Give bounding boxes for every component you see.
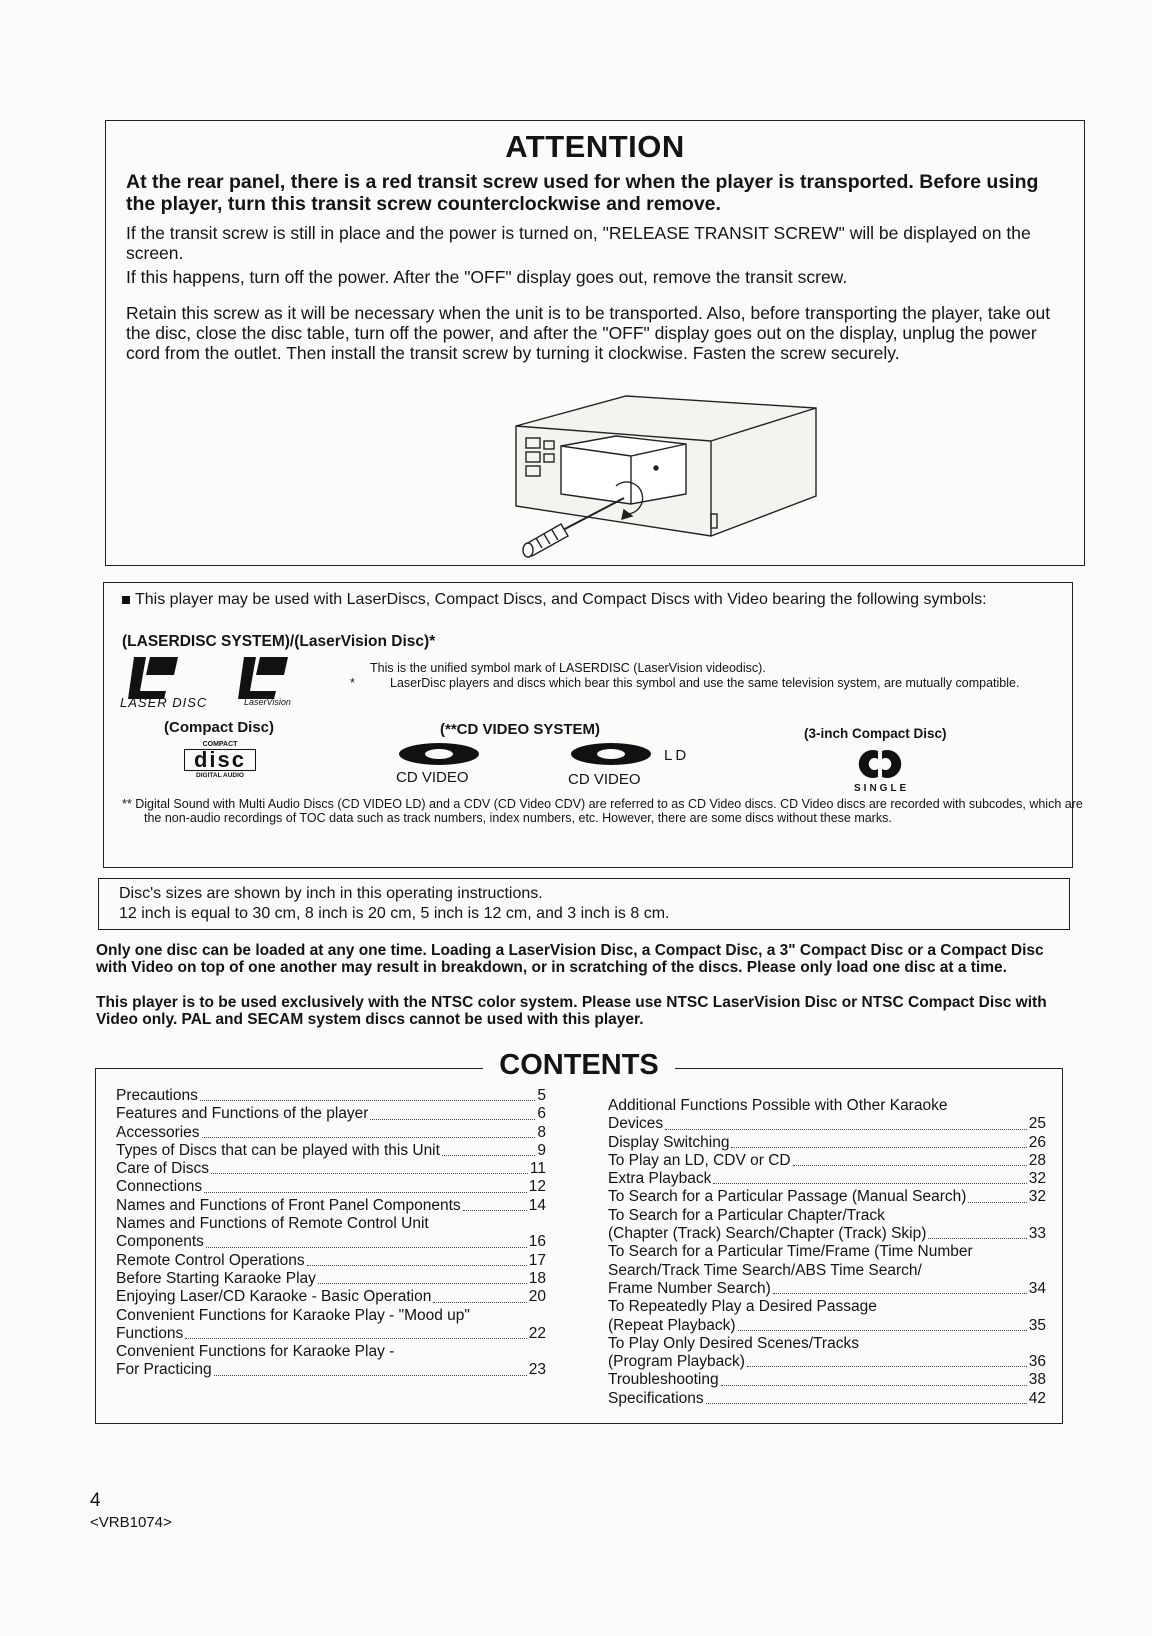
toc-leader-dots: [307, 1265, 527, 1266]
toc-entry[interactable]: [116, 1178, 546, 1196]
contents-title: CONTENTS: [483, 1049, 675, 1081]
page-number: 4: [90, 1490, 101, 1511]
bullet-square-icon: [122, 596, 130, 604]
attention-bold-text: At the rear panel, there is a red transit screw used for when the player is transported. Before using the player, turn this transit screw counterclockwise and remove.: [126, 171, 1039, 215]
toc-entry-page: 26: [1028, 1133, 1046, 1151]
toc-entry-page: 18: [528, 1269, 546, 1287]
laserdisc-heading: (LASERDISC SYSTEM)/(LaserVision Disc)*: [122, 633, 436, 650]
laserdisc-logo-text: LASER DISC: [120, 695, 208, 710]
toc-entry-label: (Repeat Playback): [608, 1316, 736, 1334]
toc-leader-dots: [214, 1375, 527, 1376]
toc-leader-dots: [211, 1173, 528, 1174]
toc-entry-prefix: To Play Only Desired Scenes/Tracks: [608, 1334, 859, 1352]
contents-left-column: [116, 1087, 546, 1380]
cd-video-logo-icon: [394, 741, 484, 767]
toc-entry[interactable]: [608, 1371, 1046, 1389]
toc-entry-page: 33: [1028, 1225, 1046, 1243]
disc-sizes-line-1: Disc's sizes are shown by inch in this operating instructions.: [119, 885, 543, 902]
toc-leader-dots: [206, 1247, 527, 1248]
toc-entry-page: 6: [537, 1105, 546, 1123]
one-disc-warning: Only one disc can be loaded at any one time. Loading a LaserVision Disc, a Compact Disc, a 3" Compact Disc or a Compact Disc with Video on top of one another may result in breakdown, or in scratching of the discs. Please only load one disc at a time.: [96, 942, 1044, 976]
toc-entry-label: Features and Functions of the player: [116, 1105, 369, 1123]
toc-entry-label: Troubleshooting: [608, 1371, 719, 1389]
toc-entry-label: Frame Number Search): [608, 1279, 771, 1297]
toc-entry-label: To Search for a Particular Passage (Manual Search): [608, 1188, 967, 1206]
attention-para-3: Retain this screw as it will be necessary when the unit is to be transported. Also, before transporting the player, take out the disc, close the disc table, turn off the power, and after the "OFF" display goes out on the display, unplug the power cord from the outlet. Then install the transit screw by turning it clockwise. Fasten the screw securely.: [126, 303, 1051, 363]
disc-intro: This player may be used with LaserDiscs, Compact Discs, and Compact Discs with Video bearing the following symbols:: [122, 591, 1062, 609]
toc-entry-page: 36: [1028, 1353, 1046, 1371]
toc-entry-label: Extra Playback: [608, 1170, 712, 1188]
toc-leader-dots: [202, 1137, 536, 1138]
toc-entry-label: (Chapter (Track) Search/Chapter (Track) Skip): [608, 1225, 927, 1243]
toc-entry[interactable]: [116, 1233, 546, 1251]
toc-entry[interactable]: [116, 1325, 546, 1343]
unified-symbol-note: This is the unified symbol mark of LASERDISC (LaserVision videodisc).: [370, 661, 766, 675]
cd-video-ld-suffix: LD: [664, 747, 690, 764]
three-inch-heading: (3-inch Compact Disc): [804, 726, 947, 741]
toc-entry[interactable]: [608, 1115, 1046, 1133]
toc-entry-label: Accessories: [116, 1123, 200, 1141]
toc-leader-dots: [773, 1293, 1027, 1294]
toc-entry[interactable]: [116, 1105, 546, 1123]
toc-entry-page: 32: [1028, 1170, 1046, 1188]
disc-types-box: [103, 582, 1083, 868]
toc-entry-page: 12: [528, 1178, 546, 1196]
toc-entry-label: Types of Discs that can be played with this Unit: [116, 1141, 440, 1159]
toc-entry-page: 28: [1028, 1151, 1046, 1169]
cd-video-footnote: ** Digital Sound with Multi Audio Discs (CD VIDEO LD) and a CDV (CD Video CDV) are referred to as CD Video discs. CD Video discs are recorded with subcodes, which are the non-audio recordings of TOC data such as track numbers, index numbers, etc. However, there are some discs without these marks.: [122, 797, 1083, 825]
toc-entry-page: 8: [537, 1123, 546, 1141]
toc-entry-prefix: To Repeatedly Play a Desired Passage: [608, 1298, 877, 1316]
toc-leader-dots: [665, 1129, 1027, 1130]
document-code: <VRB1074>: [90, 1514, 172, 1531]
toc-leader-dots: [442, 1155, 535, 1156]
ntsc-warning: This player is to be used exclusively with the NTSC color system. Please use NTSC LaserVision Disc or NTSC Compact Disc with Video only. PAL and SECAM system discs cannot be used with this player.: [96, 994, 1047, 1028]
toc-entry[interactable]: [116, 1087, 546, 1105]
contents-box: [95, 1049, 1063, 1424]
toc-entry-label: (Program Playback): [608, 1353, 745, 1371]
toc-entry[interactable]: [116, 1197, 546, 1215]
toc-entry-page: 17: [528, 1251, 546, 1269]
toc-leader-dots: [968, 1202, 1026, 1203]
toc-entry-page: 20: [528, 1288, 546, 1306]
toc-entry[interactable]: [608, 1390, 1046, 1408]
toc-leader-dots: [706, 1403, 1027, 1404]
toc-entry-page: 9: [537, 1141, 546, 1159]
contents-right-column: [608, 1097, 1046, 1408]
toc-entry-page: 22: [528, 1324, 546, 1342]
compact-disc-heading: (Compact Disc): [164, 719, 275, 736]
toc-leader-dots: [713, 1183, 1026, 1184]
toc-entry-label: Before Starting Karaoke Play: [116, 1269, 316, 1287]
toc-entry-prefix: To Search for a Particular Chapter/Track: [608, 1206, 885, 1224]
attention-para-2: If this happens, turn off the power. After the "OFF" display goes out, remove the transit screw.: [126, 267, 848, 287]
toc-entry-prefix: To Search for a Particular Time/Frame (Time Number Search/Track Time Search/ABS Time Search/: [608, 1243, 973, 1279]
toc-leader-dots: [721, 1385, 1027, 1386]
toc-entry-page: 25: [1028, 1115, 1046, 1133]
toc-entry-prefix: Names and Functions of Remote Control Unit: [116, 1215, 429, 1233]
toc-leader-dots: [928, 1238, 1026, 1239]
toc-entry-page: 23: [528, 1361, 546, 1379]
toc-entry-label: Enjoying Laser/CD Karaoke - Basic Operation: [116, 1288, 432, 1306]
toc-leader-dots: [738, 1330, 1027, 1331]
toc-entry[interactable]: [608, 1134, 1046, 1152]
compact-disc-logo-icon: COMPACT disc DIGITAL AUDIO: [184, 741, 256, 780]
cd-video-label-2: CD VIDEO: [568, 771, 641, 788]
toc-leader-dots: [370, 1119, 535, 1120]
toc-leader-dots: [318, 1283, 527, 1284]
toc-entry[interactable]: [116, 1142, 546, 1160]
toc-entry[interactable]: [608, 1280, 1046, 1298]
toc-entry-label: Devices: [608, 1115, 664, 1133]
toc-entry[interactable]: [608, 1152, 1046, 1170]
attention-box: [105, 120, 1085, 566]
toc-entry-page: 42: [1028, 1389, 1046, 1407]
toc-entry-label: Precautions: [116, 1087, 198, 1104]
toc-leader-dots: [731, 1147, 1026, 1148]
cd-video-label: CD VIDEO: [396, 769, 469, 786]
toc-entry-page: 14: [528, 1196, 546, 1214]
toc-entry-label: To Play an LD, CDV or CD: [608, 1151, 791, 1169]
toc-entry-page: 38: [1028, 1371, 1046, 1389]
toc-entry[interactable]: [608, 1317, 1046, 1335]
toc-entry-label: Connections: [116, 1178, 203, 1196]
disc-sizes-line-2: 12 inch is equal to 30 cm, 8 inch is 20 cm, 5 inch is 12 cm, and 3 inch is 8 cm.: [119, 905, 670, 922]
cd-video-ld-logo-icon: [566, 741, 656, 767]
toc-entry-page: 16: [528, 1233, 546, 1251]
cd-video-heading: (**CD VIDEO SYSTEM): [440, 721, 601, 738]
attention-title: ATTENTION: [505, 129, 685, 164]
toc-leader-dots: [793, 1165, 1027, 1166]
toc-entry-prefix: Convenient Functions for Karaoke Play - "Mood up": [116, 1306, 470, 1324]
toc-entry-label: Components: [116, 1233, 204, 1251]
cd-single-logo-icon: [848, 747, 912, 781]
toc-entry[interactable]: [116, 1160, 546, 1178]
toc-entry-label: Names and Functions of Front Panel Components: [116, 1196, 461, 1214]
toc-entry-page: 32: [1028, 1188, 1046, 1206]
toc-entry-label: Specifications: [608, 1389, 704, 1407]
toc-entry-page: 35: [1028, 1316, 1046, 1334]
transit-screw-illustration: [506, 386, 836, 561]
toc-entry[interactable]: [608, 1225, 1046, 1243]
toc-entry-page: 34: [1028, 1279, 1046, 1297]
toc-entry-label: Care of Discs: [116, 1160, 210, 1178]
compatibility-note: * LaserDisc players and discs which bear this symbol and use the same television system, are mutually compatible.: [350, 676, 1020, 690]
toc-entry-prefix: Convenient Functions for Karaoke Play -: [116, 1343, 395, 1361]
disc-sizes-box: [98, 878, 1070, 930]
toc-leader-dots: [433, 1302, 526, 1303]
toc-entry-label: Remote Control Operations: [116, 1251, 305, 1269]
toc-entry[interactable]: [116, 1288, 546, 1306]
toc-leader-dots: [463, 1210, 527, 1211]
toc-entry[interactable]: [608, 1188, 1046, 1206]
toc-entry-label: For Practicing: [116, 1361, 212, 1379]
toc-entry[interactable]: [116, 1361, 546, 1379]
toc-entry-label: Functions: [116, 1324, 184, 1342]
toc-entry[interactable]: [116, 1252, 546, 1270]
toc-entry-prefix: Additional Functions Possible with Other Karaoke: [608, 1097, 948, 1114]
toc-leader-dots: [204, 1192, 527, 1193]
toc-leader-dots: [185, 1338, 527, 1339]
toc-entry[interactable]: [608, 1353, 1046, 1371]
toc-entry[interactable]: [116, 1270, 546, 1288]
laservision-logo-text: LaserVision: [244, 697, 291, 707]
toc-entry[interactable]: [116, 1124, 546, 1142]
toc-entry-label: Display Switching: [608, 1133, 730, 1151]
cd-single-label: SINGLE: [854, 783, 910, 794]
toc-entry-page: 11: [529, 1160, 546, 1178]
toc-leader-dots: [200, 1100, 536, 1101]
toc-leader-dots: [747, 1366, 1027, 1367]
toc-entry-page: 5: [537, 1087, 546, 1104]
toc-entry[interactable]: [608, 1170, 1046, 1188]
attention-para-1: If the transit screw is still in place and the power is turned on, "RELEASE TRANSIT SCREW" will be displayed on the screen.: [126, 223, 1031, 263]
